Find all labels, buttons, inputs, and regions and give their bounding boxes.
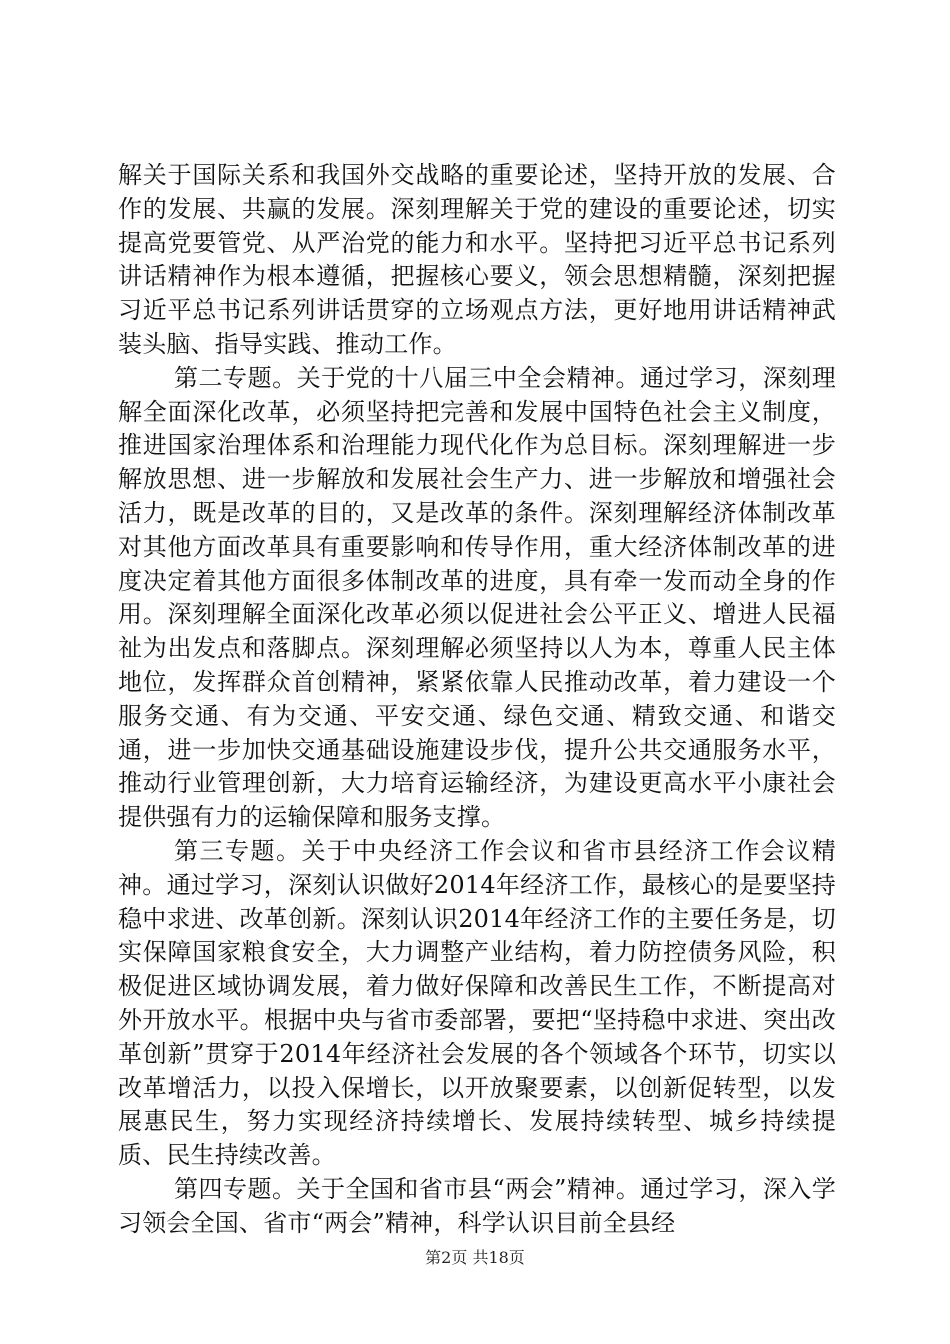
paragraph-continuation: 解关于国际关系和我国外交战略的重要论述，坚持开放的发展、合作的发展、共赢的发展。深刻理解关于党的建设的重要论述，切实提高党要管党、从严治党的能力和水平。坚持把习近平总书记系列讲话精神作为根本遵循，把握核心要义，领会思想精髓，深刻把握习近平总书记系列讲话贯穿的立场观点方法，更好地用讲话精神武装头脑、指导实践、推动工作。 [118,161,836,358]
page-footer: 第2页 共18页 [425,1248,525,1267]
paragraph-topic-two: 第二专题。关于党的十八届三中全会精神。通过学习，深刻理解全面深化改革，必须坚持把完善和发展中国特色社会主义制度，推进国家治理体系和治理能力现代化作为总目标。深刻理解进一步解放思想、进一步解放和发展社会生产力、进一步解放和增强社会活力，既是改革的目的，又是改革的条件。深刻理解经济体制改革对其他方面改革具有重要影响和传导作用，重大经济体制改革的进度决定着其他方面很多体制改革的进度，具有牵一发而动全身的作用。深刻理解全面深化改革必须以促进社会公平正义、增进人民福祉为出发点和落脚点。深刻理解必须坚持以人为本，尊重人民主体地位，发挥群众首创精神，紧紧依靠人民推动改革，着力建设一个服务交通、有为交通、平安交通、绿色交通、精致交通、和谐交通，进一步加快交通基础设施建设步伐，提升公共交通服务水平，推动行业管理创新，大力培育运输经济，为建设更高水平小康社会提供强有力的运输保障和服务支撑。 [118,363,836,832]
paragraph-topic-four: 第四专题。关于全国和省市县“两会”精神。通过学习，深入学习领会全国、省市“两会”精神，科学认识目前全县经 [118,1174,836,1237]
paragraph-topic-three: 第三专题。关于中央经济工作会议和省市县经济工作会议精神。通过学习，深刻认识做好2014年经济工作，最核心的是要坚持稳中求进、改革创新。深刻认识2014年经济工作的主要任务是，切实保障国家粮食安全，大力调整产业结构，着力防控债务风险，积极促进区域协调发展，着力做好保障和改善民生工作，不断提高对外开放水平。根据中央与省市委部署，要把“坚持稳中求进、突出改革创新”贯穿于2014年经济社会发展的各个领域各个环节，切实以改革增活力，以投入保增长，以开放聚要素，以创新促转型，以发展惠民生，努力实现经济持续增长、发展持续转型、城乡持续提质、民生持续改善。 [118,836,836,1170]
document-body [118,159,836,1241]
